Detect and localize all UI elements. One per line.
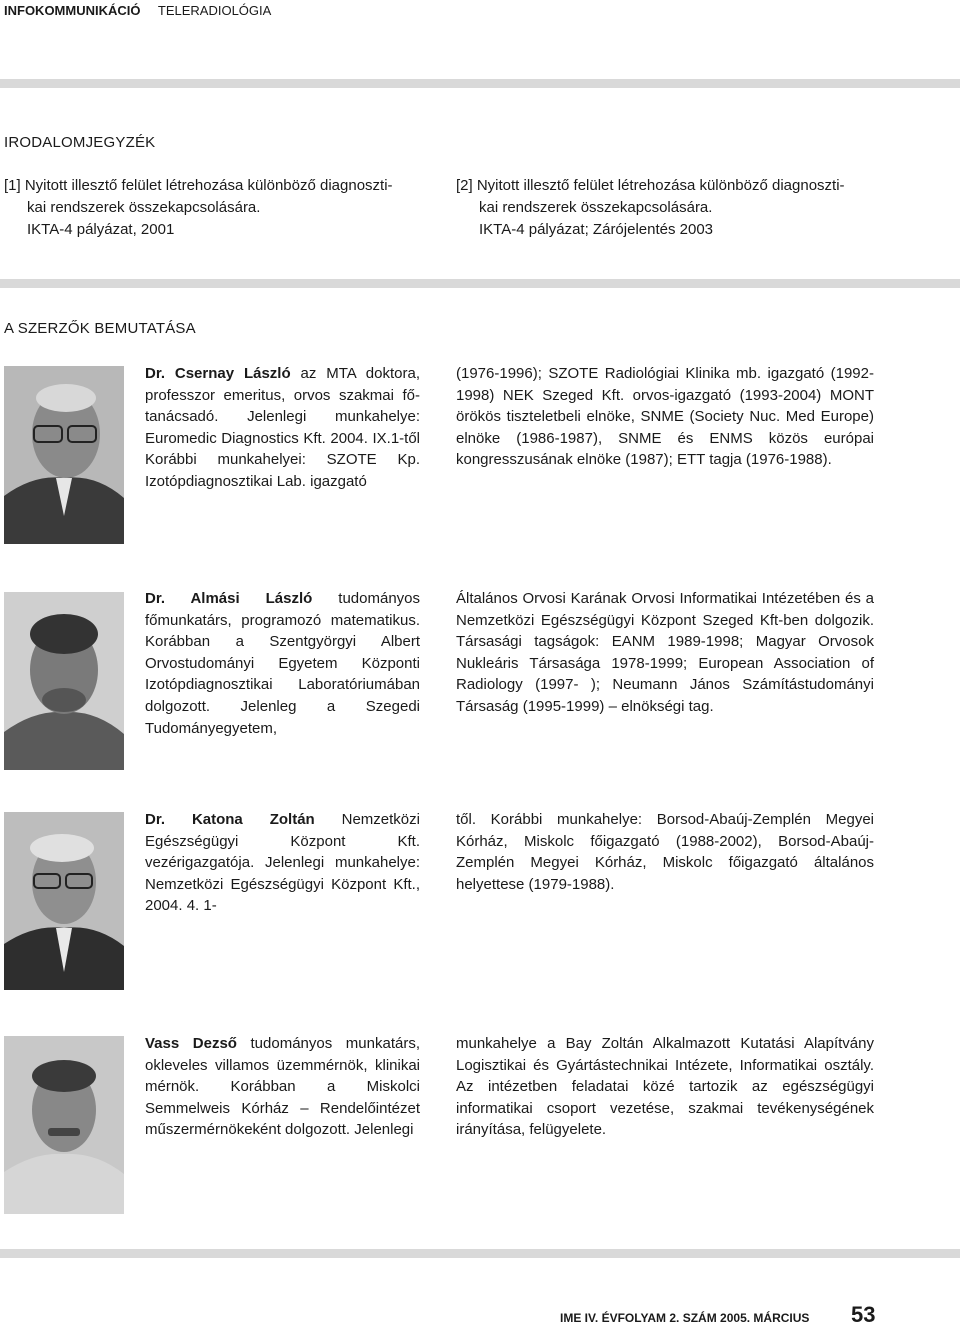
author-bio-csernay-col1 bbox=[145, 363, 420, 493]
reference-1-line-1: [1] Nyitott illesztő felület létrehozása különböző diagnoszti- bbox=[4, 177, 393, 194]
header-subcategory: TELERADIOLÓGIA bbox=[157, 3, 272, 18]
author-bio-katona-col2: től. Korábbi munkahelye: Borsod-Abaúj-Zemplén Megyei Kórház, Miskolc főigazgató (1988-2002), Borsod-Abaúj-Zemplén Megyei Kórház, Miskolc főigazgató általános helyettese (1979-1988). bbox=[456, 811, 874, 893]
author-name-csernay: Dr. Csernay László bbox=[145, 365, 291, 382]
reference-1-line-3: IKTA-4 pályázat, 2001 bbox=[27, 221, 175, 238]
page-number: 53 bbox=[851, 1302, 876, 1327]
references-heading: IRODALOMJEGYZÉK bbox=[4, 134, 156, 151]
author-bio-vass-col1 bbox=[145, 1033, 420, 1141]
reference-2-line-2: kai rendszerek összekapcsolására. bbox=[479, 199, 713, 216]
author-photo-almasi bbox=[4, 592, 124, 770]
footer-issue: IME IV. ÉVFOLYAM 2. SZÁM 2005. MÁRCIUS bbox=[560, 1311, 810, 1325]
section-divider bbox=[0, 79, 960, 88]
reference-2-line-3: IKTA-4 pályázat; Zárójelentés 2003 bbox=[479, 221, 714, 238]
author-bio-almasi-text: tudományos főmunkatárs, programozó matematikus. Korábban a Szentgyörgyi Albert Orvostudományi Egyetem Központi Izotópdiagnosztikai Laboratóriumában dolgozott. Jelenleg a Szegedi Tudományegyetem, bbox=[145, 590, 420, 737]
author-bio-almasi-col2: Általános Orvosi Karának Orvosi Informatikai Intézetében és a Nemzetközi Egészségügyi Központ Szeged Kft-ben dolgozik. Társasági tagságok: EANM 1989-1998; Magyar Orvosok Nukleáris Társasága 1978-1999; European Association of Radiology (1997- ); Neumann János Számítástudományi Társaság (1995-1999) – elnökségi tag. bbox=[456, 590, 874, 715]
authors-heading: A SZERZŐK BEMUTATÁSA bbox=[4, 320, 196, 337]
author-bio-vass-col2: munkahelye a Bay Zoltán Alkalmazott Kutatási Alapítvány Logisztikai és Gyártástechnikai Intézete, Informatikai osztály. Az intézetben feladatai közé tartozik az egészségügyi informatikai csoport vezetése, szakmai tevékenységének irányítása, felügyelete. bbox=[456, 1035, 874, 1139]
header-category: INFOKOMMUNIKÁCIÓ bbox=[4, 3, 141, 18]
author-bio-katona-text: Nemzetközi Egészségügyi Központ Kft. vezérigazgatója. Jelenlegi munkahelye: Nemzetközi Egészségügyi Központ Kft., 2004. 4. 1- bbox=[145, 811, 420, 915]
author-bio-csernay-col2: (1976-1996); SZOTE Radiológiai Klinika mb. igazgató (1992-1998) NEK Szeged Kft. orvos-igazgató (1993-2004) MONT örökös tiszteletbeli elnöke, SNME (Society Nuc. Med Europe) elnöke (1986-1987), SNME és ENMS közös európai kongresszusának elnöke (1987); ETT tagja (1976-1988). bbox=[456, 365, 874, 469]
reference-item-1 bbox=[4, 175, 424, 241]
author-bio-csernay-text: az MTA doktora, professzor emeritus, orvos szakmai fő-tanácsadó. Jelenlegi munkahelye: Euromedic Diagnostics Kft. 2004. IX.1-től Korábbi munkahelyei: SZOTE Kp. Izotópdiagnosztikai Lab. igazgató bbox=[145, 365, 420, 490]
reference-item-2 bbox=[456, 175, 896, 241]
author-bio-katona-col1 bbox=[145, 809, 420, 917]
author-bio-vass-text: tudományos munkatárs, okleveles villamos üzemmérnök, klinikai mérnök. Korábban a Miskolci Semmelweis Kórház – Rendelőintézet műszermérnökeként dolgozott. Jelenlegi bbox=[145, 1035, 420, 1139]
reference-1-line-2: kai rendszerek összekapcsolására. bbox=[27, 199, 261, 216]
section-divider bbox=[0, 279, 960, 288]
running-header bbox=[4, 3, 271, 18]
author-name-katona: Dr. Katona Zoltán bbox=[145, 811, 315, 828]
author-bio-almasi-col1 bbox=[145, 588, 420, 739]
author-photo-katona bbox=[4, 812, 124, 990]
reference-2-line-1: [2] Nyitott illesztő felület létrehozása különböző diagnoszti- bbox=[456, 177, 845, 194]
author-photo-csernay bbox=[4, 366, 124, 544]
author-name-almasi: Dr. Almási László bbox=[145, 590, 313, 607]
section-divider bbox=[0, 1249, 960, 1258]
author-photo-vass bbox=[4, 1036, 124, 1214]
author-name-vass: Vass Dezső bbox=[145, 1035, 237, 1052]
